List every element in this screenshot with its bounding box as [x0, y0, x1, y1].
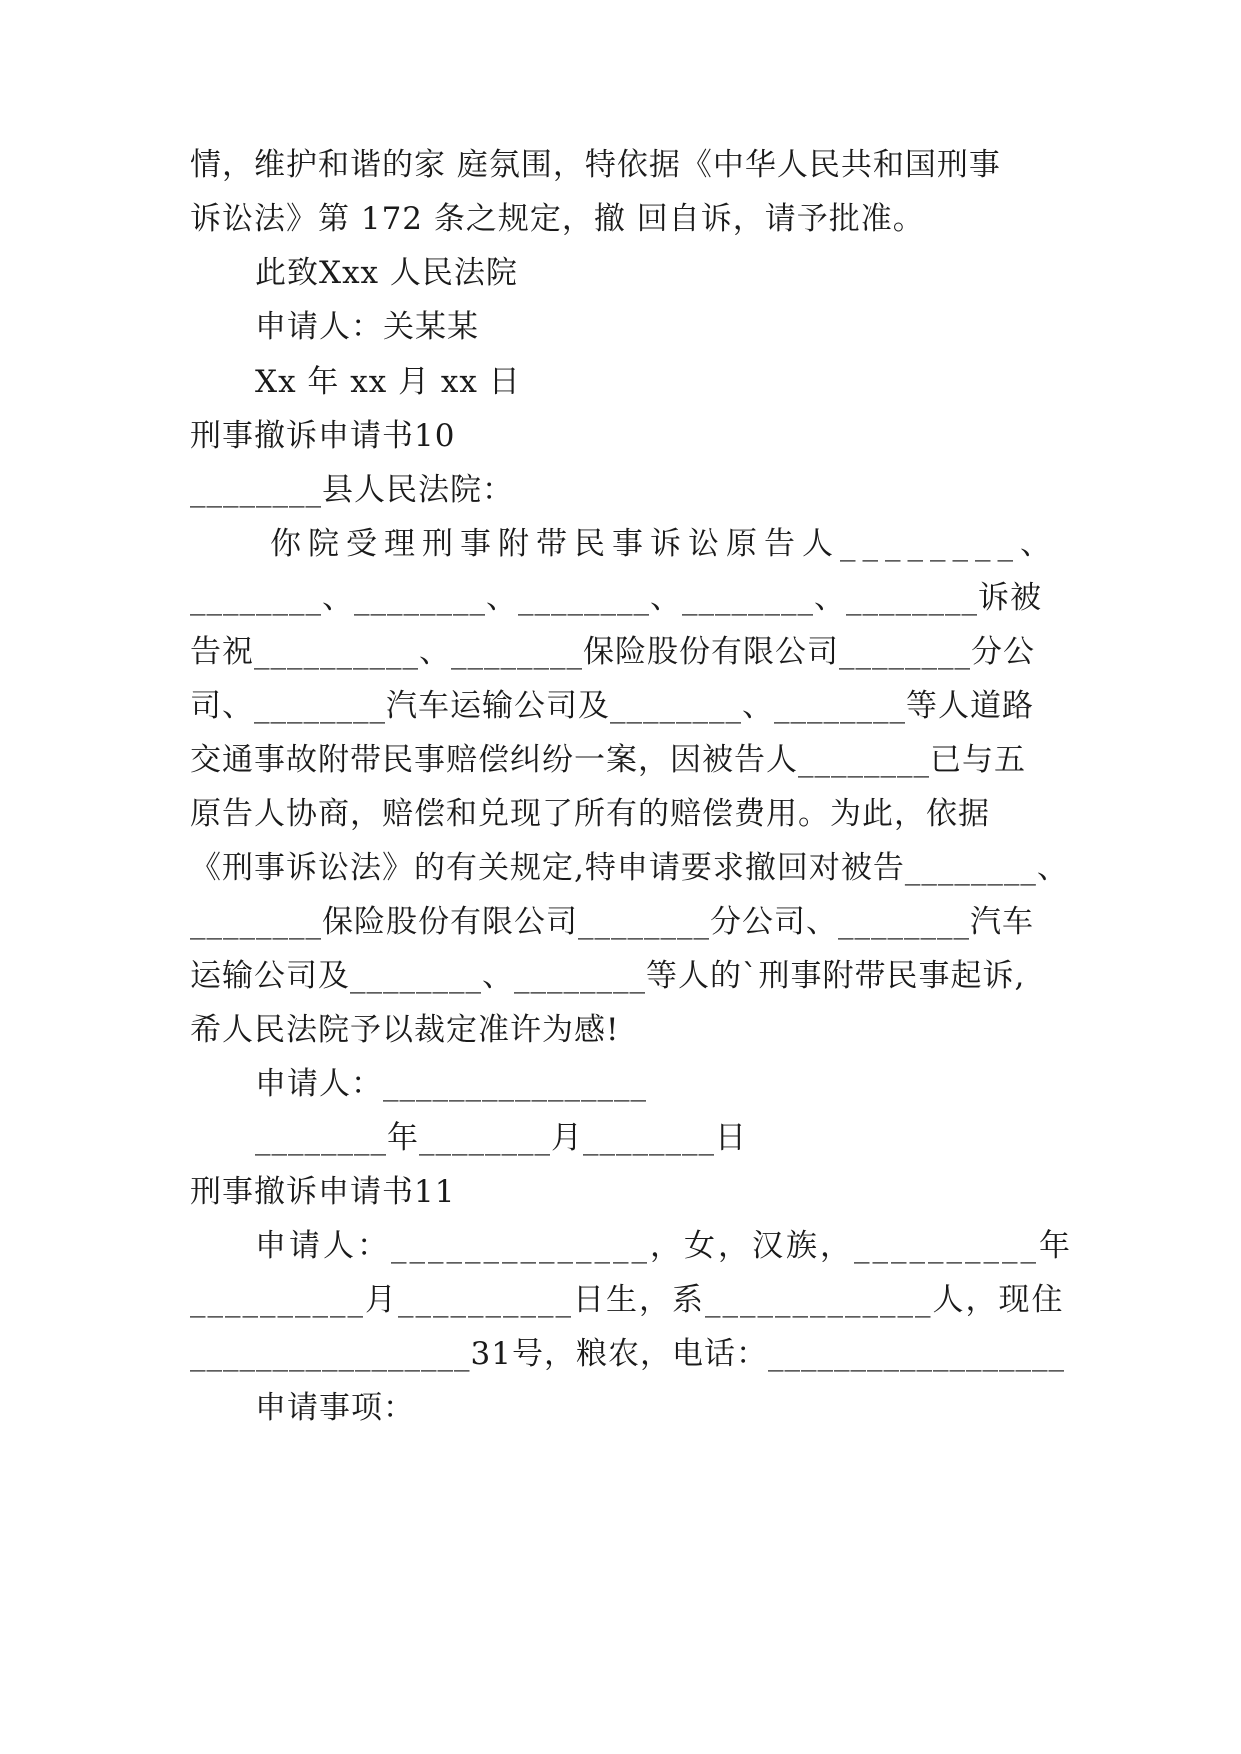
- text-line: 此致Xxx 人民法院: [255, 255, 518, 291]
- text-line: 希人民法院予以裁定准许为感!: [190, 1012, 620, 1048]
- text-line: _________________31号，粮农，电话：__________________: [190, 1336, 1065, 1372]
- text-line: ________、________、________、________、________诉被: [190, 580, 1042, 616]
- applicant-line: 申请人：________________: [255, 1066, 647, 1102]
- section-title: 刑事撤诉申请书10: [190, 418, 456, 454]
- date-line: Xx 年 xx 月 xx 日: [255, 364, 521, 400]
- text-line: ________保险股份有限公司________分公司、________汽车: [190, 904, 1034, 940]
- text-line: 司、________汽车运输公司及________、________等人道路: [190, 688, 1034, 724]
- text-line: 诉讼法》第 172 条之规定，撤 回自诉，请予批准。: [190, 201, 925, 237]
- text-line: 你院受理刑事附带民事诉讼原告人________、: [270, 526, 1058, 562]
- applicant-line: 申请人：______________，女，汉族，__________年: [255, 1228, 1073, 1264]
- text-line: 申请人：关某某: [255, 309, 479, 345]
- text-line: 原告人协商，赔偿和兑现了所有的赔偿费用。为此，依据: [190, 796, 990, 832]
- text-line: 《刑事诉讼法》的有关规定,特申请要求撤回对被告________、: [190, 850, 1069, 886]
- text-line: 运输公司及________、________等人的`刑事附带民事起诉,: [190, 958, 1026, 994]
- text-line: 告祝__________、________保险股份有限公司________分公: [190, 634, 1035, 670]
- text-line: 交通事故附带民事赔偿纠纷一案，因被告人________已与五: [190, 742, 1026, 778]
- section-title: 刑事撤诉申请书11: [190, 1174, 456, 1210]
- date-line: ________年________月________日: [255, 1120, 747, 1156]
- subheading: 申请事项：: [255, 1390, 415, 1426]
- text-line: 情，维护和谐的家 庭氛围，特依据《中华人民共和国刑事: [190, 147, 1001, 183]
- addressee-line: ________县人民法院：: [190, 472, 514, 508]
- text-line: __________月__________日生，系_____________人，现住: [190, 1282, 1065, 1318]
